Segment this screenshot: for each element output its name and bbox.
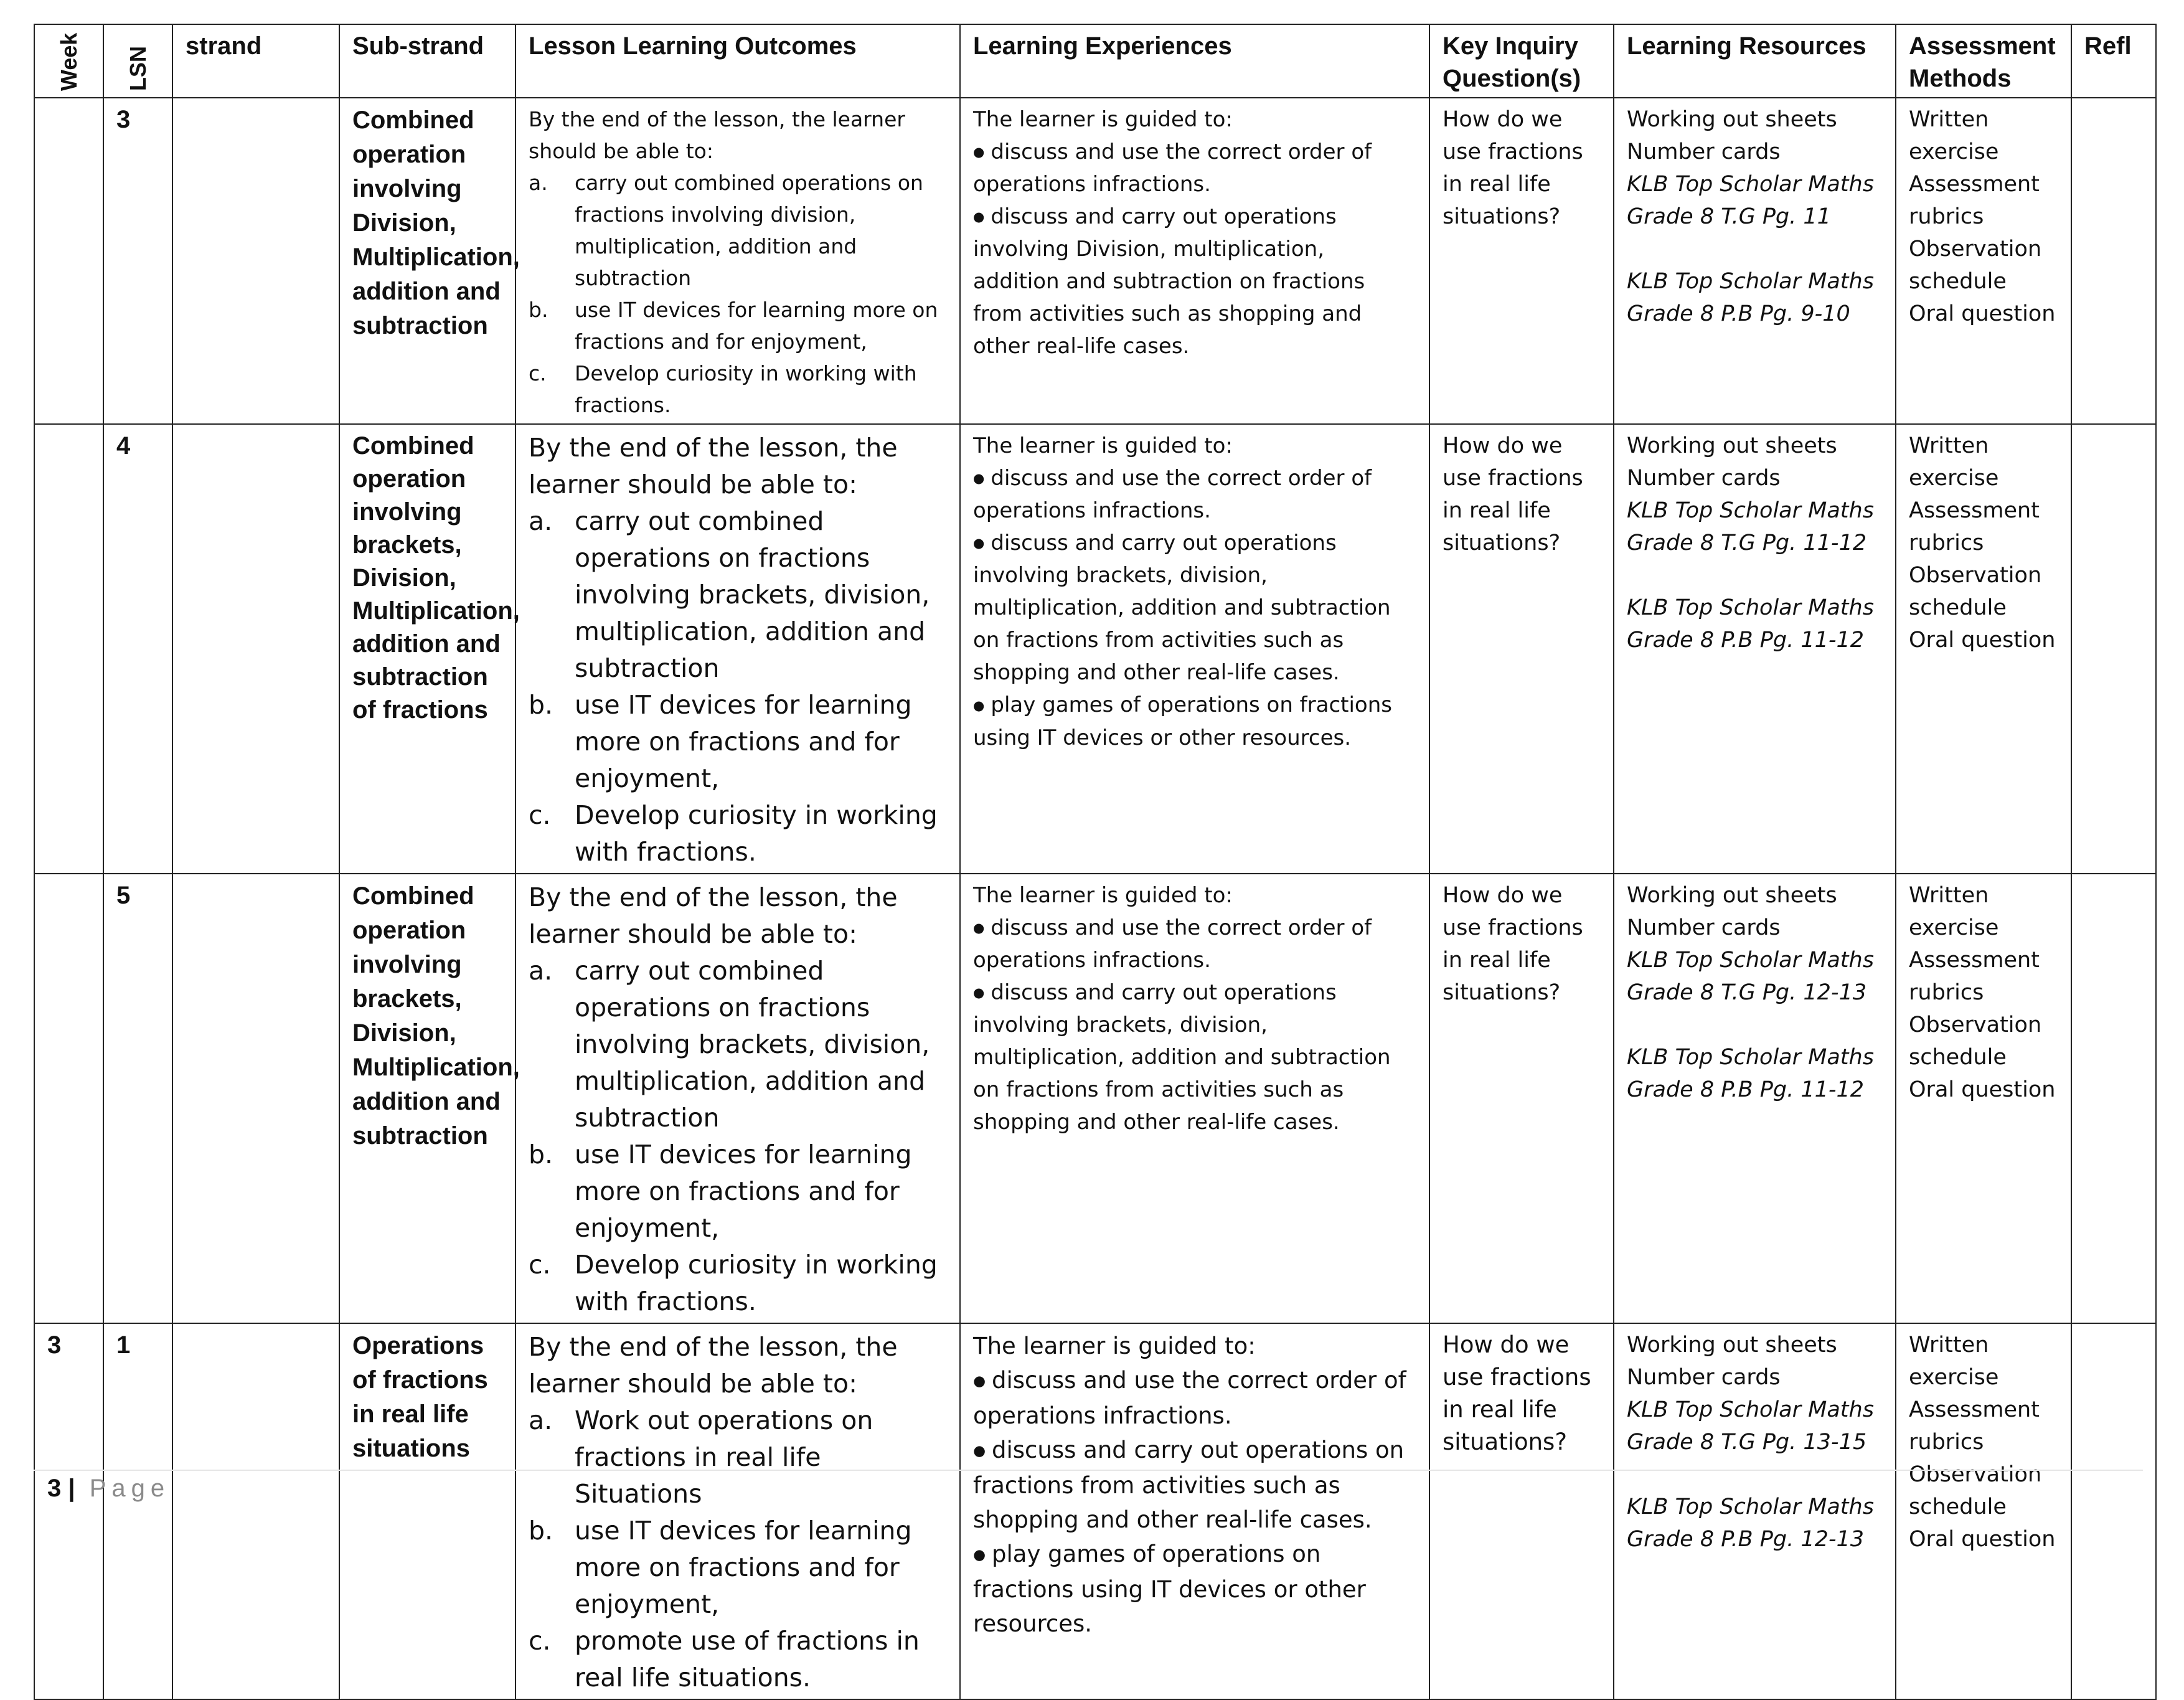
header-reflection: Refl — [2071, 24, 2156, 98]
assessment-cell — [1896, 424, 2071, 874]
lsn-cell: 3 — [103, 98, 172, 424]
experience-item: ● discuss and carry out operations involving brackets, division, multiplication, addition and subtraction on fractions from activities such as shopping and other real-life cases. — [973, 976, 1416, 1138]
assessment-item: Assessment rubrics — [1909, 948, 2040, 1005]
outcome-marker: c. — [529, 361, 547, 385]
outcome-text: use IT devices for learning more on fractions and for enjoyment, — [575, 1140, 912, 1243]
outcome-marker: b. — [529, 298, 548, 322]
assessment-item: Assessment rubrics — [1909, 1397, 2040, 1455]
outcome-text: use IT devices for learning more on fractions and for enjoyment, — [575, 298, 938, 354]
experiences-cell — [960, 1323, 1429, 1699]
resource-item: Working out sheets — [1627, 883, 1837, 908]
outcome-marker: c. — [529, 1626, 551, 1656]
resource-item: Number cards — [1627, 915, 1781, 940]
outcome-marker: a. — [529, 171, 548, 195]
experience-item: ● discuss and use the correct order of operations infractions. — [973, 136, 1416, 201]
header-lsn: LSN — [103, 24, 172, 98]
outcomes-list — [529, 503, 947, 871]
outcome-marker: b. — [529, 690, 553, 720]
page-footer — [47, 1473, 170, 1504]
outcomes-list — [529, 167, 947, 421]
assessment-item: Observation schedule — [1909, 237, 2042, 294]
experience-item: ● discuss and use the correct order of operations infractions. — [973, 912, 1416, 976]
outcome-marker: b. — [529, 1516, 553, 1546]
resource-pb-ref: KLB Top Scholar Maths Grade 8 P.B Pg. 12-13 — [1627, 1495, 1874, 1552]
resource-pb-ref: KLB Top Scholar Maths Grade 8 P.B Pg. 11-12 — [1627, 595, 1874, 653]
reflection-cell — [2071, 98, 2156, 424]
assessment-item: Observation schedule — [1909, 563, 2042, 620]
strand-cell — [172, 1323, 339, 1699]
page-label: Page — [89, 1475, 171, 1502]
header-week: Week — [34, 24, 103, 98]
header-outcomes: Lesson Learning Outcomes — [515, 24, 960, 98]
assessment-item: Oral question — [1909, 301, 2056, 326]
header-assessment: Assessment Methods — [1896, 24, 2071, 98]
outcome-item — [529, 503, 947, 687]
outcome-item — [529, 1402, 947, 1513]
resource-item: Working out sheets — [1627, 1333, 1837, 1358]
strand-cell — [172, 424, 339, 874]
resource-tg-ref: KLB Top Scholar Maths Grade 8 T.G Pg. 12-13 — [1627, 948, 1874, 1005]
assessment-item: Observation schedule — [1909, 1013, 2042, 1070]
table-row — [34, 424, 2156, 874]
outcome-text: use IT devices for learning more on fractions and for enjoyment, — [575, 1516, 912, 1619]
outcome-item — [529, 1247, 947, 1320]
outcome-item — [529, 1623, 947, 1696]
inquiry-cell: How do we use fractions in real life situations? — [1429, 98, 1614, 424]
outcomes-intro: By the end of the lesson, the learner should be able to: — [529, 433, 898, 499]
scheme-of-work-sheet — [34, 24, 2143, 1700]
reflection-cell — [2071, 1323, 2156, 1699]
footer-divider — [34, 1470, 2143, 1471]
outcomes-intro: By the end of the lesson, the learner should be able to: — [529, 1332, 898, 1399]
outcomes-intro: By the end of the lesson, the learner should be able to: — [529, 107, 905, 163]
experience-item: ● discuss and carry out operations involving brackets, division, multiplication, addition and subtraction on fractions from activities such as shopping and other real-life cases. — [973, 527, 1416, 689]
reflection-cell — [2071, 874, 2156, 1323]
assessment-item: Assessment rubrics — [1909, 172, 2040, 229]
resource-tg-ref: KLB Top Scholar Maths Grade 8 T.G Pg. 11-12 — [1627, 498, 1874, 555]
experience-item: ● discuss and carry out operations on fractions from activities such as shopping and other real-life cases. — [973, 1433, 1416, 1537]
table-row — [34, 1323, 2156, 1699]
header-inquiry: Key Inquiry Question(s) — [1429, 24, 1614, 98]
outcome-text: carry out combined operations on fractions involving division, multiplication, addition and subtraction — [575, 171, 923, 290]
header-substrand: Sub-strand — [339, 24, 515, 98]
experiences-intro: The learner is guided to: — [973, 107, 1233, 132]
header-strand: strand — [172, 24, 339, 98]
outcome-text: Develop curiosity in working with fractions. — [575, 800, 938, 867]
lsn-cell: 1 — [103, 1323, 172, 1699]
outcome-text: Work out operations on fractions in real life Situations — [575, 1405, 873, 1509]
table-row — [34, 874, 2156, 1323]
outcome-text: carry out combined operations on fractions involving brackets, division, multiplication, addition and subtraction — [575, 506, 930, 683]
outcomes-cell — [515, 98, 960, 424]
assessment-item: Written exercise — [1909, 1333, 1999, 1390]
resources-cell — [1614, 98, 1896, 424]
outcome-marker: a. — [529, 506, 553, 536]
experiences-intro: The learner is guided to: — [973, 433, 1233, 458]
outcome-item — [529, 294, 947, 357]
outcome-text: Develop curiosity in working with fractions. — [575, 1250, 938, 1316]
assessment-cell — [1896, 1323, 2071, 1699]
assessment-item: Oral question — [1909, 628, 2056, 653]
substrand-cell: Combined operation involving Division, Multiplication, addition and subtraction — [339, 98, 515, 424]
footer-separator: | — [68, 1475, 75, 1502]
inquiry-cell: How do we use fractions in real life situations? — [1429, 1323, 1614, 1699]
outcome-marker: a. — [529, 1405, 553, 1435]
outcomes-list — [529, 1402, 947, 1696]
assessment-item: Written exercise — [1909, 107, 1999, 164]
outcome-marker: c. — [529, 800, 551, 830]
outcome-item — [529, 953, 947, 1136]
outcome-marker: b. — [529, 1140, 553, 1169]
outcomes-list — [529, 953, 947, 1320]
experience-item: ● play games of operations on fractions using IT devices or other resources. — [973, 689, 1416, 753]
outcome-item — [529, 1513, 947, 1623]
outcomes-intro: By the end of the lesson, the learner should be able to: — [529, 882, 898, 949]
resource-item: Number cards — [1627, 139, 1781, 164]
outcome-item — [529, 357, 947, 421]
week-cell — [34, 874, 103, 1323]
outcome-item — [529, 167, 947, 294]
outcome-item — [529, 687, 947, 797]
week-cell — [34, 424, 103, 874]
header-experiences: Learning Experiences — [960, 24, 1429, 98]
assessment-item: Assessment rubrics — [1909, 498, 2040, 555]
week-cell — [34, 98, 103, 424]
page-number: 3 — [47, 1475, 62, 1502]
assessment-item: Observation schedule — [1909, 1462, 2042, 1519]
resources-cell — [1614, 874, 1896, 1323]
outcome-text: promote use of fractions in real life situations. — [575, 1626, 920, 1693]
header-row — [34, 24, 2156, 98]
resource-item: Working out sheets — [1627, 433, 1837, 458]
substrand-cell: Combined operation involving brackets, Division, Multiplication, addition and subtraction of fractions — [339, 424, 515, 874]
resource-pb-ref: KLB Top Scholar Maths Grade 8 P.B Pg. 11-12 — [1627, 1045, 1874, 1102]
outcomes-cell — [515, 1323, 960, 1699]
assessment-item: Written exercise — [1909, 883, 1999, 940]
experiences-cell — [960, 98, 1429, 424]
resource-item: Working out sheets — [1627, 107, 1837, 132]
experience-item: ● discuss and use the correct order of operations infractions. — [973, 1363, 1416, 1433]
resources-cell — [1614, 424, 1896, 874]
header-resources: Learning Resources — [1614, 24, 1896, 98]
reflection-cell — [2071, 424, 2156, 874]
outcome-marker: a. — [529, 956, 553, 986]
outcome-item — [529, 797, 947, 871]
outcomes-cell — [515, 424, 960, 874]
lesson-plan-table — [34, 24, 2157, 1700]
table-row — [34, 98, 2156, 424]
inquiry-cell: How do we use fractions in real life situations? — [1429, 424, 1614, 874]
assessment-cell — [1896, 874, 2071, 1323]
substrand-cell: Combined operation involving brackets, Division, Multiplication, addition and subtraction — [339, 874, 515, 1323]
outcome-text: Develop curiosity in working with fractions. — [575, 361, 917, 417]
substrand-cell: Operations of fractions in real life situations — [339, 1323, 515, 1699]
resource-item: Number cards — [1627, 1365, 1781, 1390]
resources-cell — [1614, 1323, 1896, 1699]
assessment-item: Oral question — [1909, 1527, 2056, 1552]
outcome-marker: c. — [529, 1250, 551, 1280]
week-cell: 3 — [34, 1323, 103, 1699]
outcome-text: use IT devices for learning more on fractions and for enjoyment, — [575, 690, 912, 793]
assessment-item: Written exercise — [1909, 433, 1999, 491]
strand-cell — [172, 874, 339, 1323]
outcome-text: carry out combined operations on fractions involving brackets, division, multiplication, addition and subtraction — [575, 956, 930, 1133]
lsn-cell: 4 — [103, 424, 172, 874]
experience-item: ● play games of operations on fractions using IT devices or other resources. — [973, 1537, 1416, 1641]
experiences-cell — [960, 424, 1429, 874]
experiences-intro: The learner is guided to: — [973, 1333, 1256, 1359]
resource-pb-ref: KLB Top Scholar Maths Grade 8 P.B Pg. 9-10 — [1627, 269, 1874, 326]
resource-item: Number cards — [1627, 466, 1781, 491]
outcome-item — [529, 1136, 947, 1247]
lsn-cell: 5 — [103, 874, 172, 1323]
resource-tg-ref: KLB Top Scholar Maths Grade 8 T.G Pg. 13-15 — [1627, 1397, 1874, 1455]
experience-item: ● discuss and use the correct order of operations infractions. — [973, 462, 1416, 527]
assessment-cell — [1896, 98, 2071, 424]
assessment-item: Oral question — [1909, 1077, 2056, 1102]
strand-cell — [172, 98, 339, 424]
experiences-cell — [960, 874, 1429, 1323]
resource-tg-ref: KLB Top Scholar Maths Grade 8 T.G Pg. 11 — [1627, 172, 1874, 229]
experiences-intro: The learner is guided to: — [973, 883, 1233, 908]
outcomes-cell — [515, 874, 960, 1323]
inquiry-cell: How do we use fractions in real life situations? — [1429, 874, 1614, 1323]
experience-item: ● discuss and carry out operations involving Division, multiplication, addition and subtraction on fractions from activities such as shopping and other real-life cases. — [973, 201, 1416, 362]
